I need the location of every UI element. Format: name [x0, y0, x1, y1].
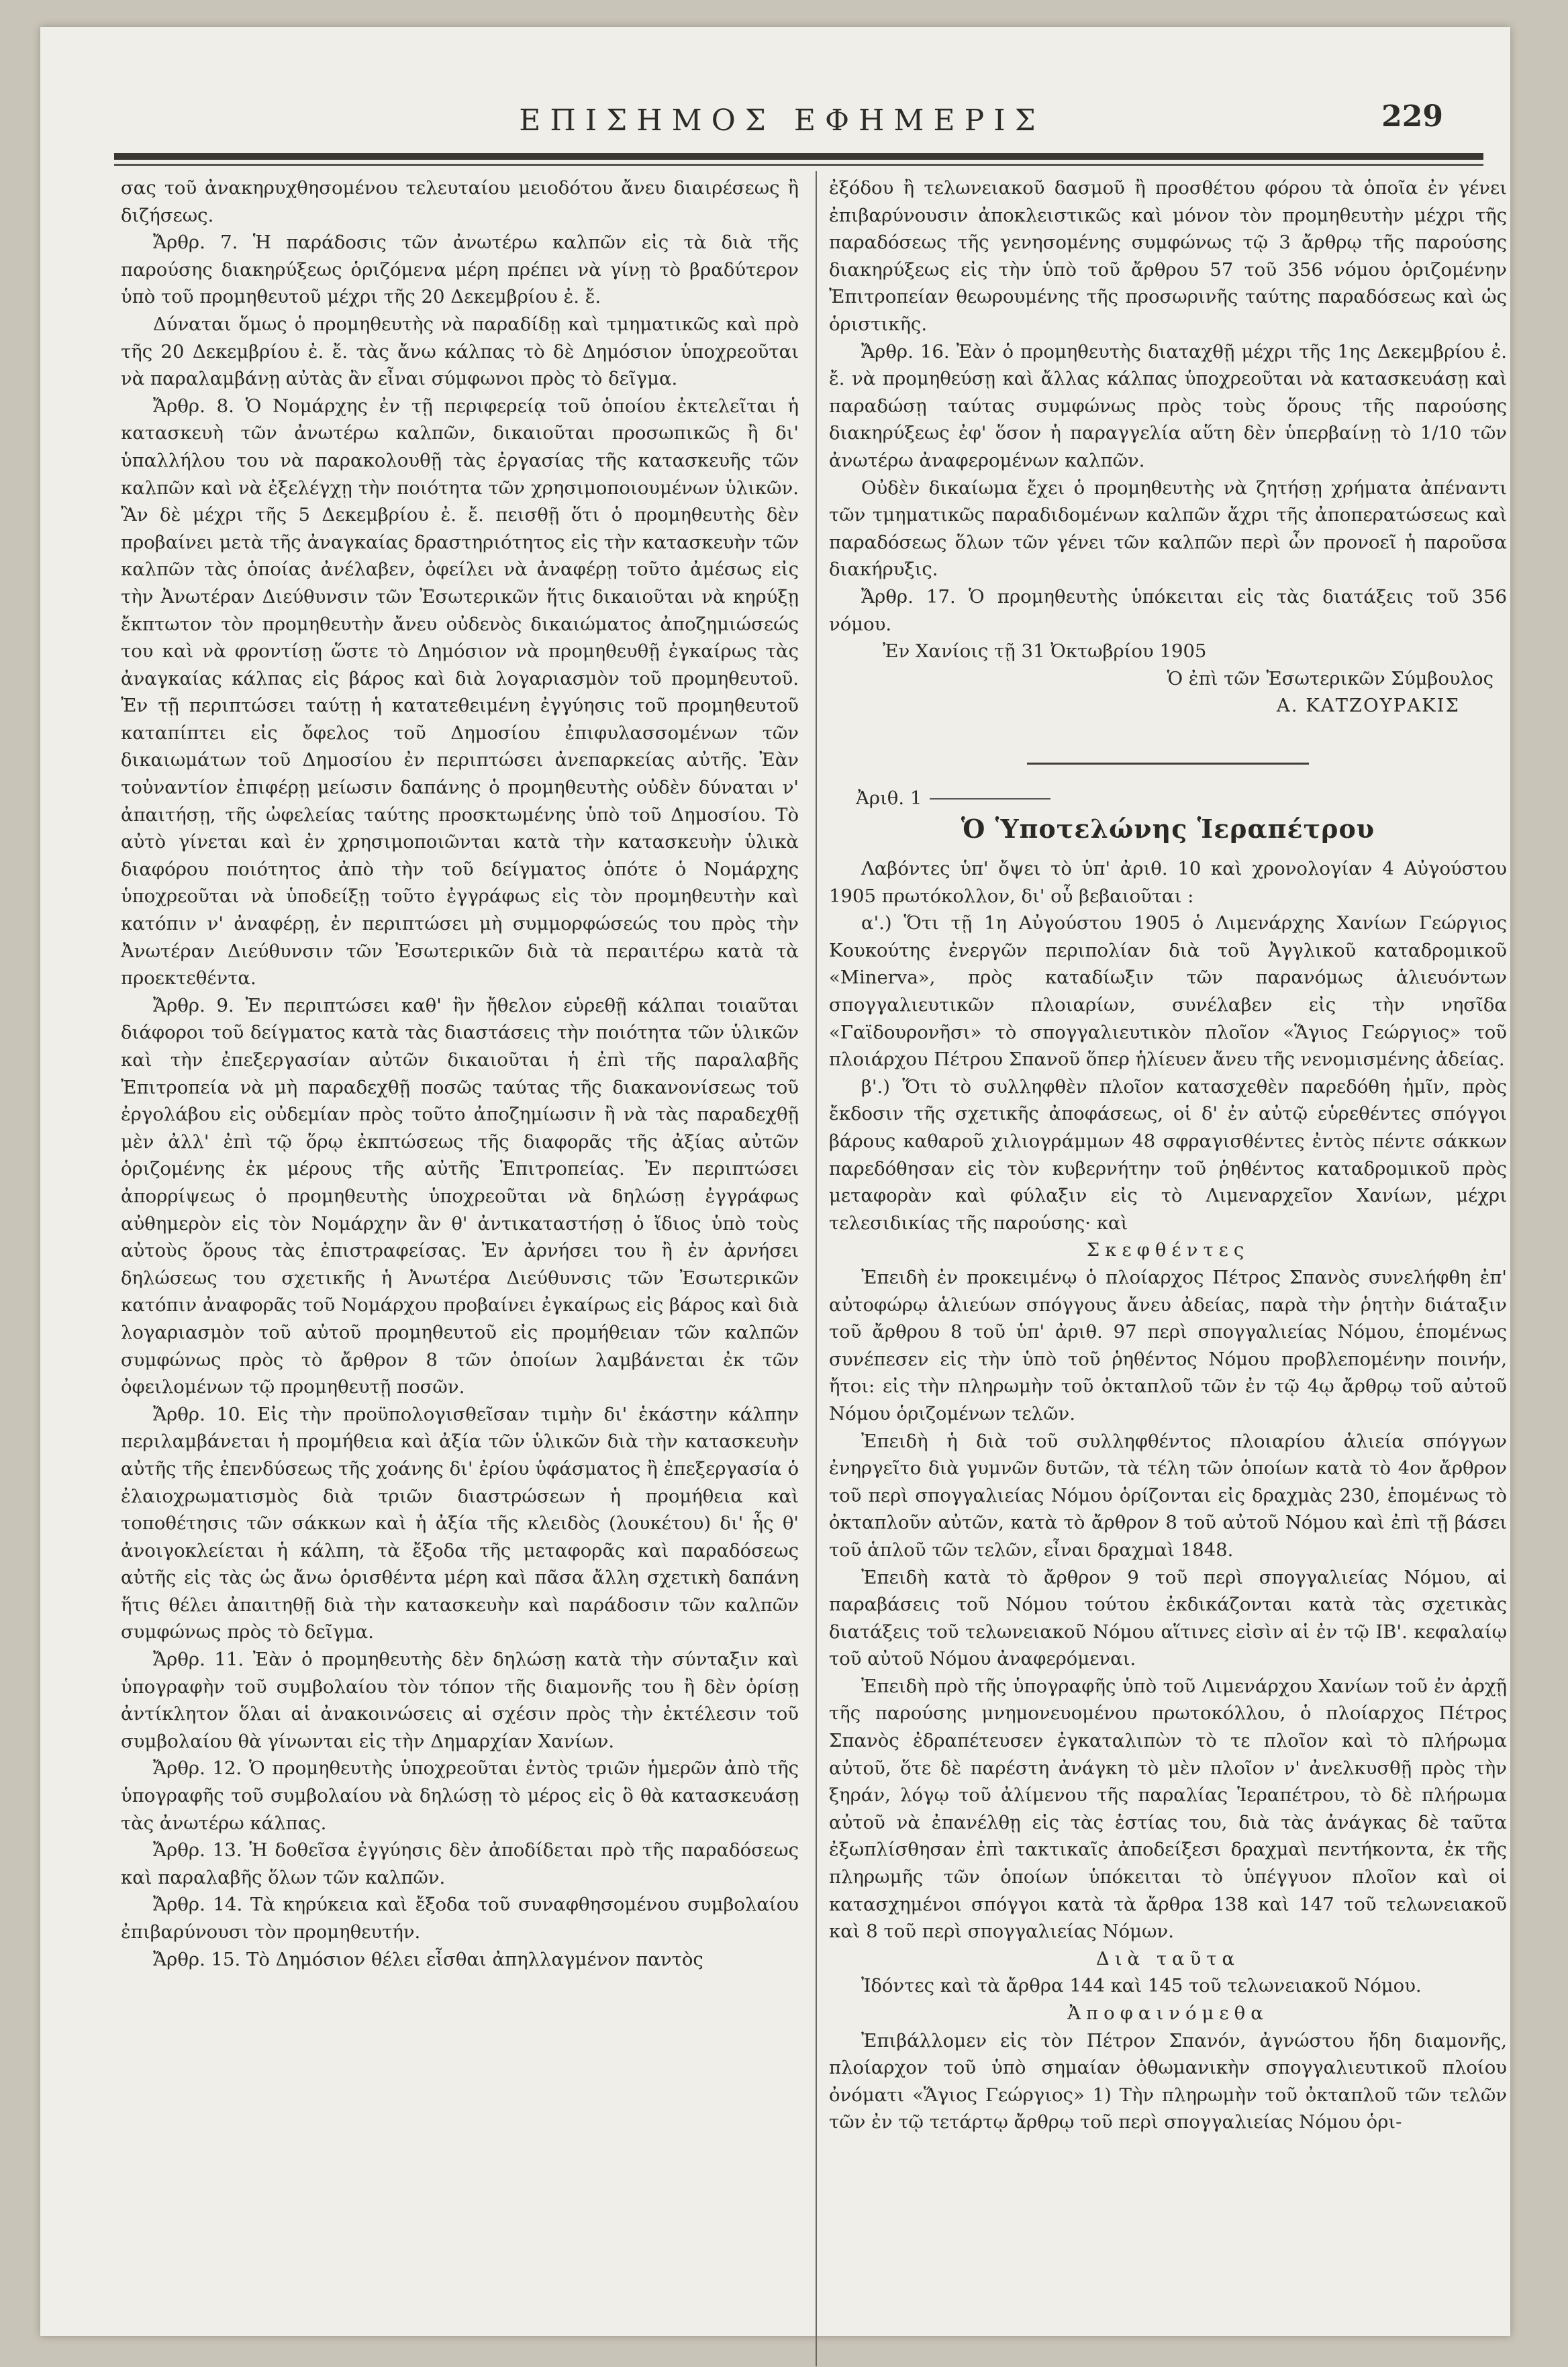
article-17: Ἄρθρ. 17. Ὁ προμηθευτὴς ὑπόκειται εἰς τὰς διατάξεις τοῦ 356 νόμου.: [829, 585, 1507, 635]
paragraph: ἐξόδου ἢ τελωνειακοῦ δασμοῦ ἢ προσθέτου φόρου τὰ ὁποῖα ἐν γένει ἐπιβαρύνουσιν ἀποκλειστικῶς καὶ μόνον τὸν προμηθευτὴν μέχρι τῆς παραδόσεως τῆς γενησομένης συμφώνως τῷ 3 ἄρθρῳ τῆς παρούσης διακηρύξεως εἰς τὴν ὑπὸ τοῦ ἄρθρου 57 τοῦ 356 νόμου ὁριζομένην Ἐπιτροπείαν θεωρουμένης τῆς προσωρινῆς ταύτης παραδόσεως καὶ ὡς ὁριστικῆς.: [829, 177, 1507, 335]
signature-name: Α. ΚΑΤΖΟΥΡΑΚΙΣ: [1276, 695, 1460, 717]
paragraph: β'.) Ὅτι τὸ συλληφθὲν πλοῖον κατασχεθὲν παρεδόθη ἡμῖν, πρὸς ἔκδοσιν τῆς σχετικῆς ἀποφάσεως, οἱ δ' ἐν αὐτῷ εὑρεθέντες σπόγγοι βάρους καθαροῦ χιλιογράμμων 48 σφραγισθέντες ἐντὸς πέντε σάκκων παρεδόθησαν εἰς τὸν κυβερνήτην τοῦ ῥηθέντος καταδρομικοῦ πρὸς μεταφορὰν καὶ φύλαξιν εἰς τὸ Λιμεναρχεῖον Χανίων, μέχρι τελεσιδικίας τῆς παρούσης· καὶ: [829, 1075, 1507, 1234]
column-divider: [816, 171, 817, 2366]
paragraph: Δύναται ὅμως ὁ προμηθευτὴς νὰ παραδίδῃ καὶ τμηματικῶς καὶ πρὸ τῆς 20 Δεκεμβρίου ἐ. ἔ. τὰς ἄνω κάλπας τὸ δὲ Δημόσιον ὑποχρεοῦται νὰ παραλαμβάνῃ αὐτὰς ἂν εἶναι σύμφωνοι πρὸς τὸ δεῖγμα.: [121, 313, 799, 390]
paragraph: Ἰδόντες καὶ τὰ ἄρθρα 144 καὶ 145 τοῦ τελωνειακοῦ Νόμου.: [861, 1975, 1422, 1997]
subheading-apofainometha: Ἀποφαινόμεθα: [1067, 2002, 1269, 2024]
decision-number: [829, 785, 1507, 812]
paragraph: Οὐδὲν δικαίωμα ἔχει ὁ προμηθευτὴς νὰ ζητήσῃ χρήματα ἀπέναντι τῶν τμηματικῶς παραδιδομένων καλπῶν ἄχρι τῆς ἀποπερατώσεως καὶ παραδόσεως ὅλων τῶν γένει τῶν καλπῶν περὶ ὧν προνοεῖ ἡ παροῦσα διακήρυξις.: [829, 477, 1507, 581]
article-14: Ἄρθρ. 14. Τὰ κηρύκεια καὶ ἔξοδα τοῦ συναφθησομένου συμβολαίου ἐπιβαρύνουσι τὸν προμηθευτήν.: [121, 1894, 799, 1943]
right-column: [829, 175, 1507, 2136]
article-7: Ἄρθρ. 7. Ἡ παράδοσις τῶν ἀνωτέρω καλπῶν εἰς τὰ διὰ τῆς παρούσης διακηρύξεως ὁριζόμενα μέρη πρέπει νὰ γίνῃ τὸ βραδύτερον ὑπὸ τοῦ προμηθευτοῦ μέχρι τῆς 20 Δεκεμβρίου ἐ. ἔ.: [121, 232, 799, 308]
newspaper-page: [40, 27, 1510, 2336]
paragraph: Ἐπειδὴ πρὸ τῆς ὑπογραφῆς ὑπὸ τοῦ Λιμενάρχου Χανίων τοῦ ἐν ἀρχῇ τῆς παρούσης μνημονευομένου πρωτοκόλλου, ὁ πλοίαρχος Πέτρος Σπανὸς ἐδραπέτευσεν ἐγκαταλιπὼν τὸ τε πλοῖον καὶ τὸ πλήρωμα αὐτοῦ, ὅτε δὲ παρέστη ἀνάγκη τὸ μὲν πλοῖον ν' ἀνελκυσθῇ πρὸς τὴν ξηράν, λόγῳ τοῦ ἀλίμενου τῆς παραλίας Ἱεραπέτρου, τὸ δὲ πλήρωμα αὐτοῦ νὰ ἐπανέλθῃ εἰς τὰς ἑστίας του, διὰ τὰς ἀνάγκας δὲ ταῦτα ἐξωπλίσθησαν ἐπὶ τακτικαῖς ἀποδείξεσι δραχμαὶ πεντήκοντα, ἐκ τῆς πληρωμῆς τῶν ὁποίων ὑπόκειται τὸ ὑπέγγυον πλοῖον καὶ οἱ κατασχημένοι σπόγγοι κατὰ τὰ ἄρθρα 138 καὶ 147 τοῦ τελωνειακοῦ καὶ 8 τοῦ περὶ σπογγαλιείας Νόμων.: [829, 1675, 1507, 1943]
article-9: Ἄρθρ. 9. Ἐν περιπτώσει καθ' ἣν ἤθελον εὑρεθῇ κάλπαι τοιαῦται διάφοροι τοῦ δείγματος κατὰ τὰς διαστάσεις τὴν ποιότητα τῶν ὑλικῶν καὶ τὴν ἐπεξεργασίαν αὐτῶν δικαιοῦται ἡ ἐπὶ τῆς παραλαβῆς Ἐπιτροπεία νὰ μὴ παραδεχθῇ ποσῶς ταύτας τῆς διακανονίσεως τοῦ ἐργολάβου εἰς οὐδεμίαν πρὸς τοῦτο ἀποζημίωσιν ἢ νὰ τὰς παραδεχθῇ μὲν ἀλλ' ἐπὶ τῷ ὅρῳ ἐκπτώσεως τῆς διαφορᾶς τῆς ἀξίας αὐτῶν ὁριζομένης ἐκ μέρους τῆς αὐτῆς Ἐπιτροπείας. Ἐν περιπτώσει ἀπορρίψεως ὁ προμηθευτὴς ὑποχρεοῦται νὰ δηλώσῃ ἐγγράφως αὐθημερὸν εἰς τὸν Νομάρχην ἂν θ' ἀντικαταστήσῃ ὁ ἴδιος ὑπὸ τοὺς αὐτοὺς ὅρους τὰς ἐπιστραφείσας. Ἐν ἀρνήσει του ἢ ἐν ἀρνήσει δηλώσεως του σχετικῆς ἡ Ἀνωτέρα Διεύθυνσις τῶν Ἐσωτερικῶν κατόπιν ἀναφορᾶς τοῦ Νομάρχου προβαίνει ἐγκαίρως εἰς βάρος καὶ διὰ λογαριασμὸν τοῦ αὐτοῦ προμηθευτοῦ εἰς προμήθειαν τῶν καλπῶν συμφώνως πρὸς τὸ ἄρθρον 8 τῶν ὁποίων λαμβάνεται ἐκ τῶν ὀφειλομένων τῷ προμηθευτῇ ποσῶν.: [121, 994, 799, 1398]
subheading-dia-tauta: Διὰ ταῦτα: [1095, 1947, 1240, 1970]
paragraph: Ἐπειδὴ ἐν προκειμένῳ ὁ πλοίαρχος Πέτρος Σπανὸς συνελήφθη ἐπ' αὐτοφώρῳ ἁλιεύων σπόγγους ἄνευ ἀδείας, παρὰ τὴν ῥητὴν διάταξιν τοῦ ἄρθρου 8 τοῦ ὑπ' ἀριθ. 97 περὶ σπογγαλιείας Νόμου, ἑπομένως συνέπεσεν εἰς τὴν ὑπὸ τοῦ ῥηθέντος Νόμου προβλεπομένην ποινήν, ἤτοι: εἰς τὴν πληρωμὴν τοῦ ὀκταπλοῦ τῶν ἐν τῷ 4ῳ ἄρθρῳ τοῦ αὐτοῦ Νόμου ὁριζομένων τελῶν.: [829, 1266, 1507, 1424]
paragraph: σας τοῦ ἀνακηρυχθησομένου τελευταίου μειοδότου ἄνευ διαιρέσεως ἢ διζήσεως.: [121, 177, 799, 226]
header-rule: [114, 153, 1483, 160]
paragraph: Λαβόντες ὑπ' ὄψει τὸ ὑπ' ἀριθ. 10 καὶ χρονολογίαν 4 Αὐγούστου 1905 πρωτόκολλον, δι' οὗ βεβαιοῦται :: [829, 858, 1507, 907]
article-8: Ἄρθρ. 8. Ὁ Νομάρχης ἐν τῇ περιφερείᾳ τοῦ ὁποίου ἐκτελεῖται ἡ κατασκευὴ τῶν ἀνωτέρω καλπῶν, δικαιοῦται προσωπικῶς ἢ δι' ὑπαλλήλου του νὰ παρακολουθῇ τὰς ἐργασίας τῆς κατασκευῆς τῶν καλπῶν καὶ νὰ ἐξελέγχῃ τὴν ποιότητα τῶν χρησιμοποιουμένων ὑλικῶν. Ἂν δὲ μέχρι τῆς 5 Δεκεμβρίου ἐ. ἔ. πεισθῇ ὅτι ὁ προμηθευτὴς δὲν προβαίνει μετὰ τῆς ἀναγκαίας δραστηριότητος εἰς τὴν κατασκευὴν τῶν καλπῶν τὰς ὁποίας ἀνέλαβεν, ὀφείλει νὰ ἀναφέρῃ τοῦτο ἀμέσως εἰς τὴν Ἀνωτέραν Διεύθυνσιν τῶν Ἐσωτερικῶν ἥτις δικαιοῦται νὰ κηρύξῃ ἔκπτωτον τὸν προμηθευτὴν ἄνευ οὐδενὸς δικαιώματος ἀποζημιώσεώς του καὶ νὰ φροντίσῃ ὥστε τὸ Δημόσιον νὰ προμηθευθῇ ἐγκαίρως τὰς ἀναγκαίας κάλπας εἰς βάρος καὶ διὰ λογαριασμὸν τοῦ προμηθευτοῦ. Ἐν τῇ περιπτώσει ταύτῃ ἡ κατατεθειμένη ἐγγύησις τοῦ προμηθευτοῦ καταπίπτει εἰς ὄφελος τοῦ Δημοσίου ἐπιφυλασσομένων τῶν δικαιωμάτων τοῦ Δημοσίου ἐν περιπτώσει ἀνεπαρκείας αὐτῆς. Ἐὰν τοὐναντίον ἐπιφέρῃ μείωσιν δαπάνης ὁ προμηθευτὴς οὐδὲν δύναται ν' ἀπαιτήσῃ, τῆς ὠφελείας ταύτης προσκτωμένης ὑπὸ τοῦ Δημοσίου. Τὸ αὐτὸ γίνεται καὶ ἐν χρησιμοποιῶνται κατὰ τὴν κατασκευὴν ὑλικὰ διαφόρου ποιότητος ἀπὸ τὴν τοῦ δείγματος ὁπότε ὁ Νομάρχης ὑποχρεοῦται νὰ ὑποδείξῃ τοῦτο ἐγγράφως εἰς τὸν προμηθευτὴν καὶ κατόπιν ν' ἀναφέρῃ, ἐν περιπτώσει μὴ συμμορφώσεώς του πρὸς τὴν Ἀνωτέραν Διεύθυνσιν τῶν Ἐσωτερικῶν διὰ τὰ περαιτέρω κατὰ τὰ προεκτεθέντα.: [121, 395, 799, 989]
subheading-skeftentes: Σκεφθέντες: [1086, 1239, 1250, 1261]
gazette-title: ΕΠΙΣΗΜΟΣ ΕΦΗΜΕΡΙΣ: [519, 103, 1045, 138]
left-column: [121, 175, 799, 1973]
signature-title: Ὁ ἐπὶ τῶν Ἐσωτερικῶν Σύμβουλος: [1167, 667, 1493, 689]
article-15: Ἄρθρ. 15. Τὸ Δημόσιον θέλει εἶσθαι ἀπηλλαγμένον παντὸς: [153, 1948, 703, 1970]
paragraph: α'.) Ὅτι τῇ 1η Αὐγούστου 1905 ὁ Λιμενάρχης Χανίων Γεώργιος Κουκούτης ἐνεργῶν περιπολίαν διὰ τοῦ Ἀγγλικοῦ καταδρομικοῦ «Minerva», πρὸς καταδίωξιν τῶν παρανόμως ἁλιευόντων σπογγαλιευτικῶν πλοιαρίων, συνέλαβεν εἰς τὴν νησῖδα «Γαϊδουρονῆσι» τὸ σπογγαλιευτικὸν πλοῖον «Ἅγιος Γεώργιος» τοῦ πλοιάρχου Πέτρου Σπανοῦ ὅπερ ἡλίευεν ἄνευ τῆς νενομισμένης ἀδείας.: [829, 912, 1507, 1071]
decision-number-rule: [930, 798, 1050, 800]
article-13: Ἄρθρ. 13. Ἡ δοθεῖσα ἐγγύησις δὲν ἀποδίδεται πρὸ τῆς παραδόσεως καὶ παραλαβῆς ὅλων τῶν καλπῶν.: [121, 1839, 799, 1888]
paragraph: Ἐπιβάλλομεν εἰς τὸν Πέτρον Σπανόν, ἀγνώστου ἤδη διαμονῆς, πλοίαρχον τοῦ ὑπὸ σημαίαν ὀθωμανικὴν σπογγαλιευτικοῦ πλοίου ὀνόματι «Ἅγιος Γεώργιος» 1) Τὴν πληρωμὴν τοῦ ὀκταπλοῦ τῶν τελῶν τῶν ἐν τῷ τετάρτῳ ἄρθρῳ τοῦ περὶ σπογγαλιείας Νόμου ὁρι-: [829, 2029, 1507, 2133]
paragraph: Ἐπειδὴ κατὰ τὸ ἄρθρον 9 τοῦ περὶ σπογγαλιείας Νόμου, αἱ παραβάσεις τοῦ Νόμου τούτου ἐκδικάζονται κατὰ τὰς σχετικὰς διατάξεις τοῦ τελωνειακοῦ Νόμου αἵτινες εἰσὶν αἱ ἐν τῷ ΙΒ'. κεφαλαίῳ τοῦ αὐτοῦ Νόμου ἀναφερόμεναι.: [829, 1566, 1507, 1670]
article-10: Ἄρθρ. 10. Εἰς τὴν προϋπολογισθεῖσαν τιμὴν δι' ἑκάστην κάλπην περιλαμβάνεται ἡ προμήθεια καὶ ἀξία τῶν ὑλικῶν διὰ τὴν κατασκευὴν αὐτῆς τῆς ἐπενδύσεως τῆς χοάνης δι' ἐρίου ὑφάσματος ἢ ἐπεξεργασία ὁ ἐλαιοχρωματισμὸς διὰ τριῶν διαστρώσεων ἡ προμήθεια καὶ τοποθέτησις τῶν σάκκων καὶ ἡ ἀξία τῆς κλειδὸς (λουκέτου) δι' ἧς θ' ἀνοιγοκλείεται ἡ κάλπη, τὰ ἔξοδα τῆς μεταφορᾶς καὶ παραδόσεως αὐτῆς εἰς τὰς ὡς ἄνω ὁρισθέντα μέρη καὶ πᾶσα ἄλλη σχετικὴ δαπάνη ἥτις θέλει ἀπαιτηθῇ διὰ τὴν κατασκευὴν καὶ παράδοσιν τῶν καλπῶν συμφώνως πρὸς τὸ δεῖγμα.: [121, 1403, 799, 1643]
article-12: Ἄρθρ. 12. Ὁ προμηθευτὴς ὑποχρεοῦται ἐντὸς τριῶν ἡμερῶν ἀπὸ τῆς ὑπογραφῆς τοῦ συμβολαίου νὰ δηλώσῃ τὸ μέρος εἰς ὃ θὰ κατασκευάσῃ τὰς ἀνωτέρω κάλπας.: [121, 1757, 799, 1834]
header-rule-thin: [114, 164, 1483, 166]
article-11: Ἄρθρ. 11. Ἐὰν ὁ προμηθευτὴς δὲν δηλώσῃ κατὰ τὴν σύνταξιν καὶ ὑπογραφὴν τοῦ συμβολαίου τὸν τόπον τῆς διαμονῆς του ἢ δὲν ὁρίσῃ ἀντίκλητον ὅλαι αἱ ἀνακοινώσεις αἱ σχέσιν πρὸς τὴν ἐκτέλεσιν τοῦ συμβολαίου θὰ γίνωνται εἰς τὴν Δημαρχίαν Χανίων.: [121, 1649, 799, 1752]
paragraph: Ἐπειδὴ ἡ διὰ τοῦ συλληφθέντος πλοιαρίου ἁλιεία σπόγγων ἐνηργεῖτο διὰ γυμνῶν δυτῶν, τὰ τέλη τῶν ὁποίων κατὰ τὸ 4ον ἄρθρον τοῦ περὶ σπογγαλιείας Νόμου ὁρίζονται εἰς δραχμὰς 230, ἑπομένως τὸ ὀκταπλοῦν αὐτῶν, κατὰ τὸ ἄρθρον 8 τοῦ αὐτοῦ Νόμου καὶ ἐπὶ τῇ βάσει τοῦ ἁπλοῦ τῶν τελῶν, εἶναι δραχμαὶ 1848.: [829, 1430, 1507, 1561]
decision-number-text: Ἀριθ. 1: [856, 787, 922, 809]
section-separator: [1027, 763, 1309, 765]
date-line: Ἐν Χανίοις τῇ 31 Ὀκτωβρίου 1905: [883, 640, 1207, 663]
page-number: 229: [1381, 99, 1443, 134]
article-16: Ἄρθρ. 16. Ἐὰν ὁ προμηθευτὴς διαταχθῇ μέχρι τῆς 1ης Δεκεμβρίου ἐ. ἔ. νὰ προμηθεύσῃ καὶ ἄλλας κάλπας ὑποχρεοῦται νὰ κατασκευάσῃ καὶ παραδώσῃ ταύτας συμφώνως πρὸς τοὺς ὅρους τῆς παρούσης διακηρύξεως ἐφ' ὅσον ἡ παραγγελία αὕτη δὲν ὑπερβαίνῃ τὸ 1/10 τῶν ἀνωτέρω ἀναφερομένων καλπῶν.: [829, 340, 1507, 471]
section-heading: Ὁ Ὑποτελώνης Ἱεραπέτρου: [961, 814, 1375, 844]
page-header: [81, 79, 1483, 140]
